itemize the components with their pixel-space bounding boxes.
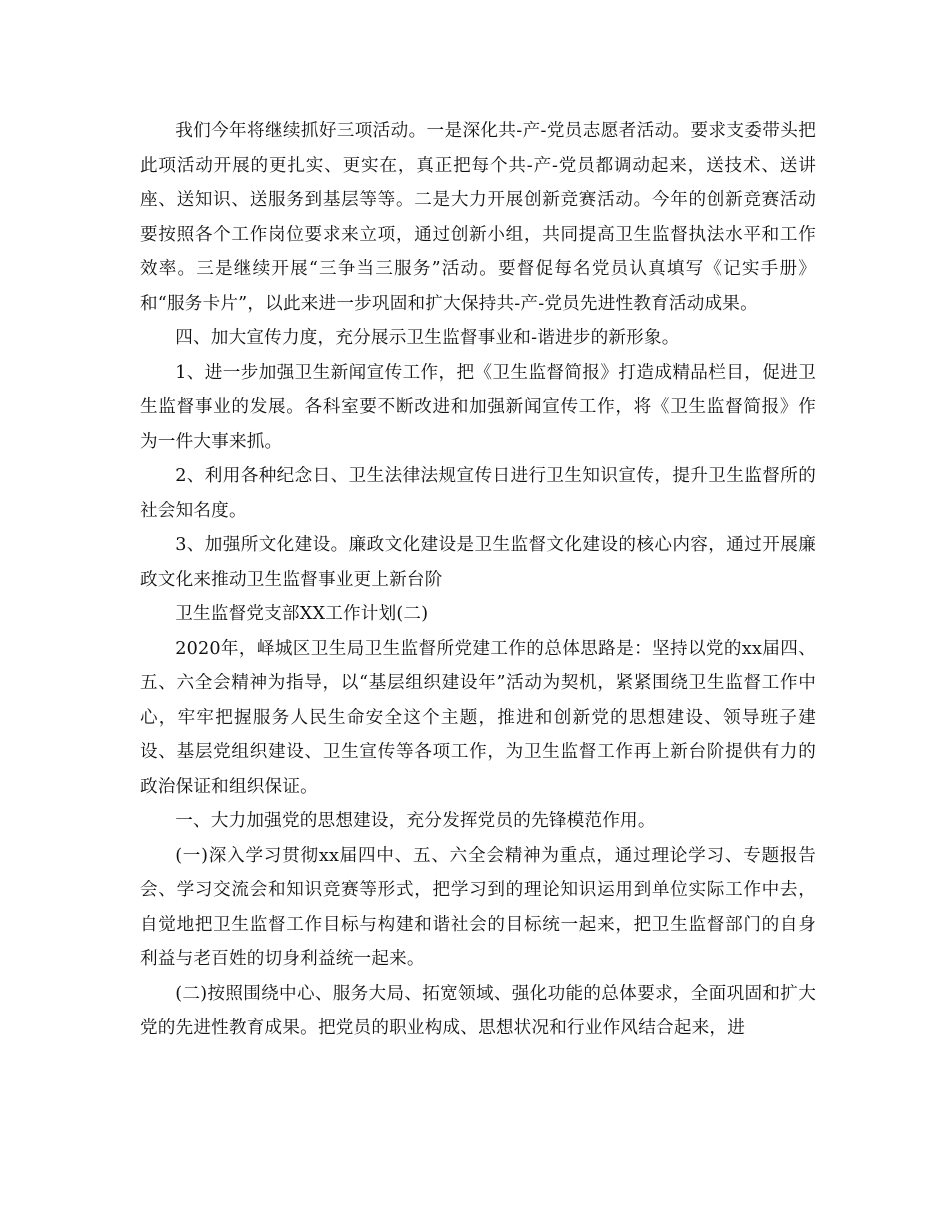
paragraph-education-results: (二)按照围绕中心、服务大局、拓宽领域、强化功能的总体要求，全面巩固和扩大党的先进性教育成果。把党员的职业构成、思想状况和行业作风结合起来，进 <box>140 983 816 1038</box>
heading-ideological-building: 一、大力加强党的思想建设，充分发挥党员的先锋模范作用。 <box>175 811 656 831</box>
paragraph-news-publicity: 1、进一步加强卫生新闻宣传工作，把《卫生监督简报》打造成精品栏目，促进卫生监督事业的发展。各科室要不断改进和加强新闻宣传工作，将《卫生监督简报》作为一件大事来抓。 <box>140 362 816 452</box>
paragraph-overall-approach: 2020年，峄城区卫生局卫生监督所党建工作的总体思路是：坚持以党的xx届四、五、六全会精神为指导，以“基层组织建设年”活动为契机，紧紧围绕卫生监督工作中心，牢牢把握服务人民生命安全这个主题，推进和创新党的思想建设、领导班子建设、基层党组织建设、卫生宣传等各项工作，为卫生监督工作再上新台阶提供有力的政治保证和组织保证。 <box>140 638 816 797</box>
paragraph-commemoration-days: 2、利用各种纪念日、卫生法律法规宣传日进行卫生知识宣传，提升卫生监督所的社会知名度。 <box>140 466 816 521</box>
heading-publicity: 四、加大宣传力度，充分展示卫生监督事业和-谐进步的新形象。 <box>175 328 680 348</box>
section-title-plan-two: 卫生监督党支部XX工作计划(二) <box>175 604 429 624</box>
paragraph-study-spirit: (一)深入学习贯彻xx届四中、五、六全会精神为重点，通过理论学习、专题报告会、学习交流会和知识竞赛等形式，把学习到的理论知识运用到单位实际工作中去，自觉地把卫生监督工作目标与构建和谐社会的目标统一起来，把卫生监督部门的自身利益与老百姓的切身利益统一起来。 <box>140 845 816 969</box>
document-body <box>140 114 816 1046</box>
paragraph-culture-building: 3、加强所文化建设。廉政文化建设是卫生监督文化建设的核心内容，通过开展廉政文化来推动卫生监督事业更上新台阶 <box>140 535 816 590</box>
paragraph-activities: 我们今年将继续抓好三项活动。一是深化共-产-党员志愿者活动。要求支委带头把此项活动开展的更扎实、更实在，真正把每个共-产-党员都调动起来，送技术、送讲座、送知识、送服务到基层等等。二是大力开展创新竞赛活动。今年的创新竞赛活动要按照各个工作岗位要求来立项，通过创新小组，共同提高卫生监督执法水平和工作效率。三是继续开展“三争当三服务”活动。要督促每名党员认真填写《记实手册》和“服务卡片”，以此来进一步巩固和扩大保持共-产-党员先进性教育活动成果。 <box>140 121 816 314</box>
